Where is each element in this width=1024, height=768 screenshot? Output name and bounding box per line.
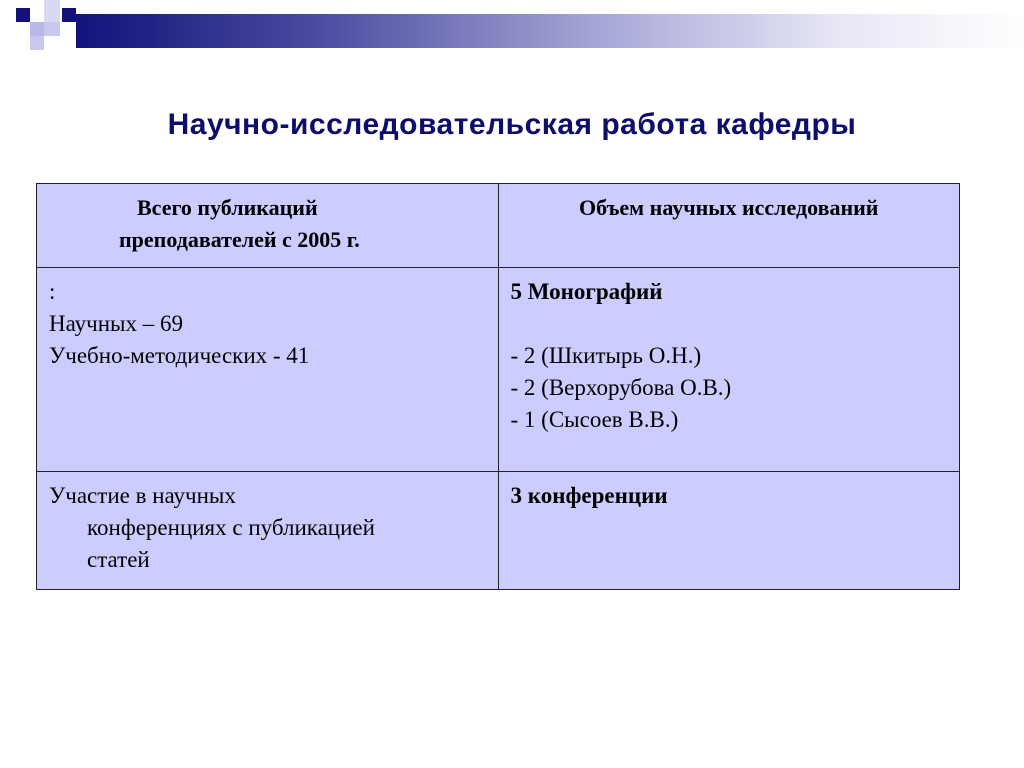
header-gradient-bar [76,14,1024,48]
conferences-count: 3 конференции [510,483,668,509]
spacer [511,308,948,340]
slide-title: Научно-исследовательская работа кафедры [167,108,857,141]
cell-monographs [498,268,960,472]
decor-square [44,22,60,36]
monograph-item: - 1 (Сысоев В.В.) [510,407,679,433]
cell-conference-participation [37,472,499,590]
cell-publication-counts [37,268,499,472]
table-row [37,472,960,590]
row1-left-line: Учебно-методических - 41 [49,343,310,369]
monographs-title: 5 Монографий [510,279,663,305]
cell-conferences [498,472,960,590]
decor-square [30,36,44,50]
header-cell-research-volume [498,184,960,268]
decor-square [44,0,60,22]
decor-square [62,8,76,22]
decor-square [30,22,44,36]
row2-left-line3: статей [87,547,150,573]
table-header-row [37,184,960,268]
row1-left-line: : [49,279,56,305]
header-cell-publications [37,184,499,268]
row2-left-line1: Участие в научных [49,483,236,509]
header-left-line2: преподавателей с 2005 г. [119,227,360,252]
monograph-item: - 2 (Верхорубова О.В.) [510,375,732,401]
monograph-item: - 2 (Шкитырь О.Н.) [510,343,702,369]
row2-left-line2: конференциях с публикацией [87,515,375,541]
decor-square [16,8,30,22]
table-row [37,268,960,472]
research-table [36,183,960,590]
header-left-line1: Всего публикаций [137,195,318,220]
header-right-text: Объем научных исследований [579,195,879,220]
row1-left-line: Научных – 69 [49,311,183,337]
